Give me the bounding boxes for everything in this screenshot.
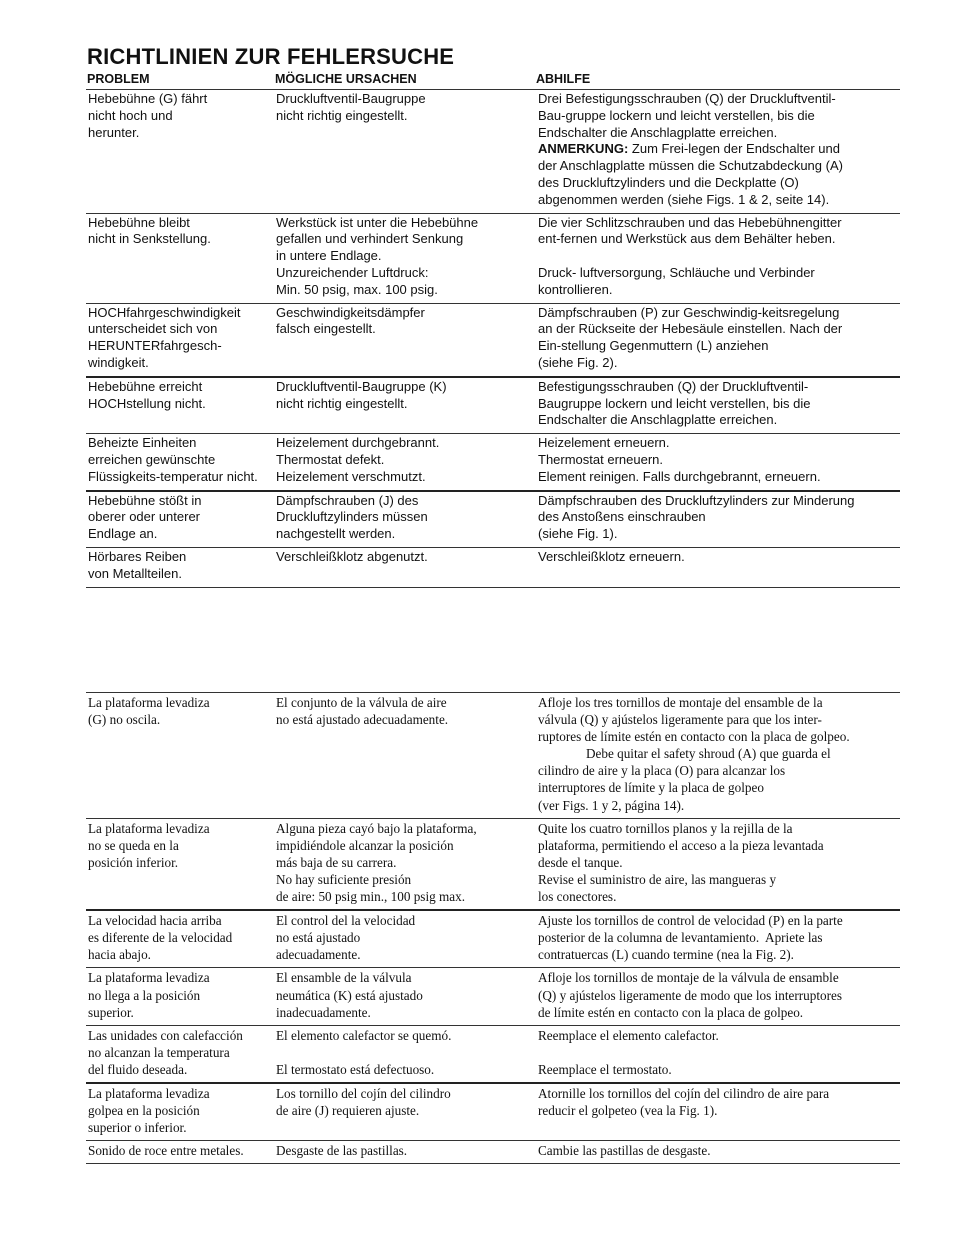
problem-line: Flüssigkeits-temperatur nicht. bbox=[88, 468, 258, 484]
problem-line: golpea en la posición bbox=[88, 1103, 200, 1119]
remedy-line: Afloje los tornillos de montaje de la válvula de ensamble bbox=[538, 970, 839, 986]
cause-line: Werkstück ist unter die Hebebühne bbox=[276, 214, 479, 230]
remedy-line: Element reinigen. Falls durchgebrannt, erneuern. bbox=[538, 468, 821, 484]
problem-cell bbox=[86, 492, 274, 547]
remedy-line: (siehe Fig. 2). bbox=[538, 354, 618, 370]
problem-line: hacia abajo. bbox=[88, 947, 151, 963]
problem-line: Hebebühne (G) fährt bbox=[88, 91, 208, 106]
problem-cell bbox=[86, 434, 274, 489]
problem-line: La plataforma levadiza bbox=[88, 820, 210, 836]
remedy-cell bbox=[536, 304, 900, 376]
cause-line: in untere Endlage. bbox=[276, 248, 382, 264]
remedy-line: der Anschlagplatte müssen die Schutzabdeckung (A) bbox=[538, 158, 843, 174]
cause-line: nachgestellt werden. bbox=[276, 526, 396, 542]
note-line bbox=[538, 141, 898, 158]
remedy-line: plataforma, permitiendo el acceso a la pieza levantada bbox=[538, 837, 824, 853]
causes-cell bbox=[274, 693, 536, 818]
problem-cell bbox=[86, 548, 274, 587]
cause-line: Heizelement durchgebrannt. bbox=[276, 435, 440, 451]
problem-line: La velocidad hacia arriba bbox=[88, 913, 222, 929]
cause-line: Druckluftzylinders müssen bbox=[276, 509, 428, 525]
remedy-line: válvula (Q) y ajústelos ligeramente para que los inter- bbox=[538, 712, 822, 728]
problem-line: La plataforma levadiza bbox=[88, 695, 210, 710]
remedy-line: Ein-stellung Gegenmuttern (L) anziehen bbox=[538, 338, 769, 354]
cause-line: falsch eingestellt. bbox=[276, 321, 376, 337]
causes-cell bbox=[274, 1084, 536, 1140]
cause-line: más baja de su carrera. bbox=[276, 854, 397, 870]
remedy-line: Cambie las pastillas de desgaste. bbox=[538, 1143, 711, 1159]
remedy-line: Atornille los tornillos del cojín del cilindro de aire para bbox=[538, 1085, 830, 1101]
causes-cell bbox=[274, 434, 536, 489]
cause-line: El control del la velocidad bbox=[276, 913, 416, 929]
problem-cell bbox=[86, 90, 274, 213]
remedy-line: Revise el suministro de aire, las mangueras y bbox=[538, 871, 777, 887]
cause-line: inadecuadamente. bbox=[276, 1004, 371, 1020]
table-row bbox=[86, 692, 900, 818]
problem-cell bbox=[86, 1141, 274, 1163]
problem-cell bbox=[86, 693, 274, 818]
remedy-line: Drei Befestigungsschrauben (Q) der Druckluftventil- bbox=[538, 91, 836, 106]
remedy-line: Afloje los tres tornillos de montaje del ensamble de la bbox=[538, 695, 823, 710]
cause-line: Geschwindigkeitsdämpfer bbox=[276, 304, 425, 320]
problem-line: erreichen gewünschte bbox=[88, 451, 216, 467]
table-row bbox=[86, 303, 900, 376]
remedy-line: Verschleißklotz erneuern. bbox=[538, 548, 685, 564]
remedy-line: Heizelement erneuern. bbox=[538, 435, 670, 451]
problem-line: oberer oder unterer bbox=[88, 509, 201, 525]
remedy-line: Die vier Schlitzschrauben und das Hebebühnengitter bbox=[538, 214, 842, 230]
table-row bbox=[86, 376, 900, 433]
problem-line: windigkeit. bbox=[88, 354, 149, 370]
troubleshooting-table-de bbox=[86, 89, 900, 588]
remedy-line: Bau-gruppe lockern und leicht verstellen, bis die bbox=[538, 107, 815, 123]
cause-line: Heizelement verschmutzt. bbox=[276, 468, 426, 484]
table-row bbox=[86, 89, 900, 213]
problem-line: no llega a la posición bbox=[88, 987, 201, 1003]
problem-line: herunter. bbox=[88, 124, 140, 140]
remedy-cell bbox=[536, 1141, 900, 1163]
problem-cell bbox=[86, 968, 274, 1024]
cause-line: Thermostat defekt. bbox=[276, 451, 385, 467]
cause-line: El ensamble de la válvula bbox=[276, 970, 412, 986]
page-title: RICHTLINIEN ZUR FEHLERSUCHE bbox=[87, 44, 455, 69]
remedy-line: Thermostat erneuern. bbox=[538, 451, 664, 467]
problem-line: Beheizte Einheiten bbox=[88, 435, 197, 451]
problem-line: Hörbares Reiben bbox=[88, 548, 187, 564]
remedy-line: Endschalter die Anschlagplatte erreichen. bbox=[538, 412, 778, 428]
remedy-line: (siehe Fig. 1). bbox=[538, 526, 618, 542]
remedy-line: Dämpfschrauben (P) zur Geschwindig-keitsregelung bbox=[538, 304, 840, 320]
cause-line: impidiéndole alcanzar la posición bbox=[276, 837, 454, 853]
remedy-cell bbox=[536, 214, 900, 303]
remedy-line: (Q) y ajústelos ligeramente de modo que los interruptores bbox=[538, 987, 842, 1003]
remedy-line: reducir el golpeteo (vea la Fig. 1). bbox=[538, 1103, 718, 1119]
remedy-cell bbox=[536, 968, 900, 1024]
remedy-line: Ajuste los tornillos de control de velocidad (P) en la parte bbox=[538, 913, 843, 929]
note-text: Zum Frei-legen der Endschalter und bbox=[628, 141, 840, 157]
remedy-line: Befestigungsschrauben (Q) der Druckluftventil- bbox=[538, 378, 809, 394]
causes-cell bbox=[274, 911, 536, 967]
problem-cell bbox=[86, 1084, 274, 1140]
cause-line: de aire (J) requieren ajuste. bbox=[276, 1103, 420, 1119]
problem-line: HOCHstellung nicht. bbox=[88, 395, 206, 411]
remedy-cell bbox=[536, 819, 900, 909]
remedy-line: Quite los cuatro tornillos planos y la rejilla de la bbox=[538, 820, 793, 836]
remedy-line: Dämpfschrauben des Druckluftzylinders zur Minderung bbox=[538, 492, 855, 508]
cause-line: neumática (K) está ajustado bbox=[276, 987, 423, 1003]
remedy-line: abgenommen werden (siehe Figs. 1 & 2, seite 14). bbox=[538, 191, 830, 207]
problem-line: posición inferior. bbox=[88, 854, 179, 870]
cause-line: Druckluftventil-Baugruppe bbox=[276, 91, 426, 106]
cause-line: nicht richtig eingestellt. bbox=[276, 395, 408, 411]
remedy-line: Debe quitar el safety shroud (A) que guarda el bbox=[586, 746, 831, 762]
cause-line: El conjunto de la válvula de aire bbox=[276, 695, 447, 710]
cause-line: Desgaste de las pastillas. bbox=[276, 1143, 408, 1159]
remedy-cell bbox=[536, 378, 900, 433]
problem-line: Hebebühne stößt in bbox=[88, 492, 202, 508]
causes-cell bbox=[274, 1026, 536, 1082]
spacer bbox=[538, 248, 898, 265]
problem-line: Hebebühne bleibt bbox=[88, 214, 190, 230]
cause-line: gefallen und verhindert Senkung bbox=[276, 231, 464, 247]
problem-line: Sonido de roce entre metales. bbox=[88, 1143, 244, 1159]
cause-line: Unzureichender Luftdruck: bbox=[276, 264, 429, 280]
cause-line: Druckluftventil-Baugruppe (K) bbox=[276, 378, 447, 394]
causes-cell bbox=[274, 548, 536, 587]
remedy-line: desde el tanque. bbox=[538, 854, 623, 870]
remedy-line: (ver Figs. 1 y 2, página 14). bbox=[538, 797, 685, 813]
table-row bbox=[86, 818, 900, 909]
spacer bbox=[538, 1044, 898, 1061]
cause-line: nicht richtig eingestellt. bbox=[276, 107, 408, 123]
problem-line: La plataforma levadiza bbox=[88, 970, 210, 986]
cause-line: Min. 50 psig, max. 100 psig. bbox=[276, 281, 438, 297]
remedy-cell bbox=[536, 1026, 900, 1082]
remedy-line: Reemplace el elemento calefactor. bbox=[538, 1027, 719, 1043]
remedy-cell bbox=[536, 1084, 900, 1140]
problem-line: no se queda en la bbox=[88, 837, 179, 853]
remedy-cell bbox=[536, 90, 900, 213]
remedy-line: Endschalter die Anschlagplatte erreichen. bbox=[538, 124, 778, 140]
problem-line: La plataforma levadiza bbox=[88, 1085, 210, 1101]
cause-line: no está ajustado adecuadamente. bbox=[276, 712, 449, 728]
problem-line: es diferente de la velocidad bbox=[88, 930, 233, 946]
cause-line: de aire: 50 psig min., 100 psig max. bbox=[276, 889, 465, 905]
table-row bbox=[86, 213, 900, 303]
note-label: ANMERKUNG: bbox=[538, 141, 629, 157]
cause-line: Los tornillo del cojín del cilindro bbox=[276, 1085, 451, 1101]
header-remedy: ABHILFE bbox=[536, 72, 591, 86]
problem-line: no alcanzan la temperatura bbox=[88, 1044, 230, 1060]
table-row bbox=[86, 1025, 900, 1082]
table-row bbox=[86, 547, 900, 588]
remedy-line: Reemplace el termostato. bbox=[538, 1061, 672, 1077]
problem-line: von Metallteilen. bbox=[88, 565, 182, 581]
problem-cell bbox=[86, 1026, 274, 1082]
remedy-line: posterior de la columna de levantamiento. Apriete las bbox=[538, 930, 823, 946]
problem-cell bbox=[86, 911, 274, 967]
cause-line: Dämpfschrauben (J) des bbox=[276, 492, 419, 508]
remedy-line: los conectores. bbox=[538, 889, 617, 905]
causes-cell bbox=[274, 304, 536, 376]
cause-line: no está ajustado bbox=[276, 930, 361, 946]
remedy-line: kontrollieren. bbox=[538, 281, 613, 297]
remedy-cell bbox=[536, 548, 900, 587]
remedy-line: contratuercas (L) cuando termine (nea la Fig. 2). bbox=[538, 947, 794, 963]
remedy-line: ruptores de límite estén en contacto con la placa de golpeo. bbox=[538, 729, 850, 745]
remedy-cell bbox=[536, 492, 900, 547]
remedy-line: Baugruppe lockern und leicht verstellen, bis die bbox=[538, 395, 811, 411]
cause-line: No hay suficiente presión bbox=[276, 871, 412, 887]
remedy-line: cilindro de aire y la placa (O) para alcanzar los bbox=[538, 763, 786, 779]
table-row bbox=[86, 1082, 900, 1140]
problem-line: HOCHfahrgeschwindigkeit bbox=[88, 304, 241, 320]
causes-cell bbox=[274, 968, 536, 1024]
remedy-line: des Anstoßens einschrauben bbox=[538, 509, 706, 525]
troubleshooting-table-es bbox=[86, 692, 900, 1164]
causes-cell bbox=[274, 90, 536, 213]
cause-line: Verschleißklotz abgenutzt. bbox=[276, 548, 428, 564]
table-row bbox=[86, 490, 900, 547]
remedy-line: an der Rückseite der Hebesäule einstellen. Nach der bbox=[538, 321, 843, 337]
problem-line: (G) no oscila. bbox=[88, 712, 161, 728]
remedy-line: interruptores de límite y la placa de golpeo bbox=[538, 780, 764, 796]
remedy-cell bbox=[536, 693, 900, 818]
problem-line: Hebebühne erreicht bbox=[88, 378, 203, 394]
remedy-cell bbox=[536, 911, 900, 967]
problem-line: del fluido deseada. bbox=[88, 1061, 188, 1077]
cause-line: El elemento calefactor se quemó. bbox=[276, 1027, 452, 1043]
header-problem: PROBLEM bbox=[87, 72, 150, 86]
causes-cell bbox=[274, 819, 536, 909]
problem-cell bbox=[86, 304, 274, 376]
problem-line: nicht in Senkstellung. bbox=[88, 231, 211, 247]
cause-line: El termostato está defectuoso. bbox=[276, 1061, 435, 1077]
causes-cell bbox=[274, 1141, 536, 1163]
remedy-line: Druck- luftversorgung, Schläuche und Verbinder bbox=[538, 264, 815, 280]
cause-line: adecuadamente. bbox=[276, 947, 361, 963]
problem-cell bbox=[86, 214, 274, 303]
problem-line: superior o inferior. bbox=[88, 1120, 187, 1136]
problem-line: unterscheidet sich von bbox=[88, 321, 218, 337]
problem-cell bbox=[86, 819, 274, 909]
problem-line: HERUNTERfahrgesch- bbox=[88, 338, 222, 354]
table-row bbox=[86, 967, 900, 1024]
causes-cell bbox=[274, 492, 536, 547]
table-row bbox=[86, 1140, 900, 1164]
problem-line: nicht hoch und bbox=[88, 107, 173, 123]
causes-cell bbox=[274, 378, 536, 433]
spacer bbox=[276, 1044, 534, 1061]
problem-line: Las unidades con calefacción bbox=[88, 1027, 243, 1043]
table-row bbox=[86, 909, 900, 967]
cause-line: Alguna pieza cayó bajo la plataforma, bbox=[276, 820, 477, 836]
header-causes: MÖGLICHE URSACHEN bbox=[275, 72, 417, 86]
remedy-line: des Druckluftzylinders und die Deckplatte (O) bbox=[538, 174, 799, 190]
remedy-line: de límite estén en contacto con la placa de golpeo. bbox=[538, 1004, 804, 1020]
problem-line: Endlage an. bbox=[88, 526, 158, 542]
table-row bbox=[86, 433, 900, 489]
remedy-cell bbox=[536, 434, 900, 489]
causes-cell bbox=[274, 214, 536, 303]
remedy-line: ent-fernen und Werkstück aus dem Behälter heben. bbox=[538, 231, 836, 247]
problem-cell bbox=[86, 378, 274, 433]
problem-line: superior. bbox=[88, 1004, 134, 1020]
